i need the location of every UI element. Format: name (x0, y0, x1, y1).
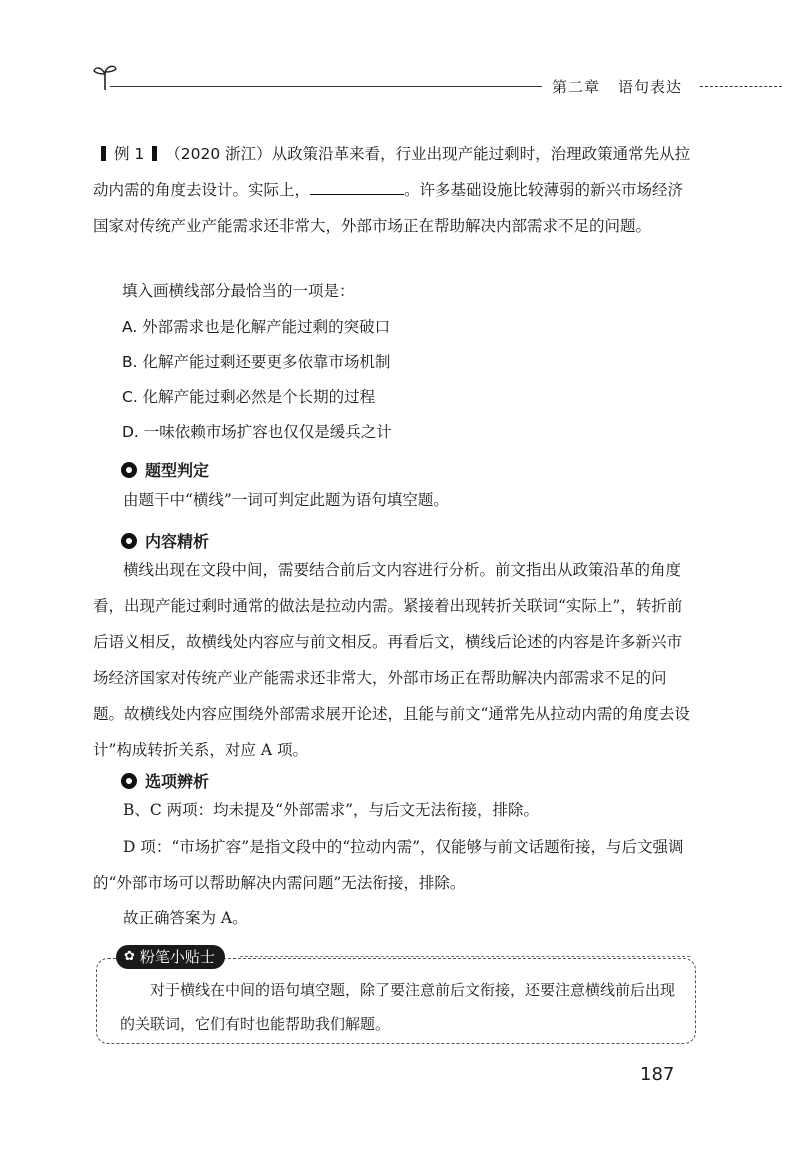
analysis-section-text: 横线出现在文段中间，需要结合前后文内容进行分析。前文指出从政策沿革的角度看，出现产能过剩时通常的做法是拉动内需。紧接着出现转折关联词“实际上”，转折前后语义相反，故横线处内容应与前文相反。再看后文，横线后论述的内容是许多新兴市场经济国家对传统产业产能需求还非常大，外部市场正在帮助解决内部需求不足的问题。故横线处内容应围绕外部需求展开论述，且能与前文“通常先从拉动内需的角度去设计”构成转折关系，对应 A 项。 (93, 561, 690, 759)
analysis-section-title: 内容精析 (145, 532, 210, 551)
tip-label (116, 945, 225, 969)
example-text-after: 。许多基础设施比较薄弱的新兴市场经济国家对传统产业产能需求还非常大，外部市场正在帮助解决内部需求不足的问题。 (93, 181, 684, 235)
fill-blank-line (310, 180, 404, 195)
option-a: A. 外部需求也是化解产能过剩的突破口 (122, 318, 391, 336)
chapter-label: 第二章 (552, 78, 601, 96)
header-rule-left (110, 86, 542, 87)
analysis-section-heading (121, 529, 209, 552)
type-section-text: 由题干中“横线”一词可判定此题为语句填空题。 (123, 491, 449, 509)
options-bc-text: B、C 两项：均未提及“外部需求”，与后文无法衔接，排除。 (123, 801, 540, 819)
example-paragraph (93, 136, 693, 244)
tip-label-text: 粉笔小贴士 (139, 948, 215, 966)
example-tag: 例 1 (114, 145, 145, 163)
header-rule-right (700, 86, 782, 87)
options-section-heading (121, 769, 209, 792)
target-icon (121, 773, 137, 789)
option-b: B. 化解产能过剩还要更多依靠市场机制 (122, 353, 391, 371)
answer-text: 故正确答案为 A。 (123, 909, 248, 927)
compass-icon (121, 533, 137, 549)
example-source: （2020 浙江） (165, 145, 272, 163)
option-c: C. 化解产能过剩必然是个长期的过程 (122, 388, 376, 406)
leaf-icon: ✿ (124, 949, 135, 964)
example-text-before: 从政策沿革来看，行业出现产能过剩时，治理政策通常先从拉动内需的角度去设计。实际上， (93, 145, 691, 199)
section-label: 语句表达 (618, 78, 683, 96)
options-section-title: 选项辨析 (145, 772, 210, 791)
example-marker-left (101, 146, 106, 161)
option-d: D. 一味依赖市场扩容也仅仅是缓兵之计 (122, 423, 392, 441)
sprout-icon (92, 62, 118, 92)
tip-text: 对于横线在中间的语句填空题，除了要注意前后文衔接，还要注意横线前后出现的关联词，它们有时也能帮助我们解题。 (120, 981, 676, 1033)
question-prompt: 填入画横线部分最恰当的一项是： (122, 282, 355, 300)
gear-icon (121, 462, 137, 478)
page-number: 187 (640, 1064, 675, 1085)
tip-top-dots (240, 956, 690, 957)
example-marker-right (152, 146, 157, 161)
page-header (0, 0, 800, 110)
chapter-heading (552, 76, 682, 97)
type-section-title: 题型判定 (145, 461, 210, 480)
options-d-text: D 项：“市场扩容”是指文段中的“拉动内需”，仅能够与前文话题衔接，与后文强调的“外部市场可以帮助解决内需问题”无法衔接，排除。 (93, 838, 684, 892)
type-section-heading (121, 458, 209, 481)
